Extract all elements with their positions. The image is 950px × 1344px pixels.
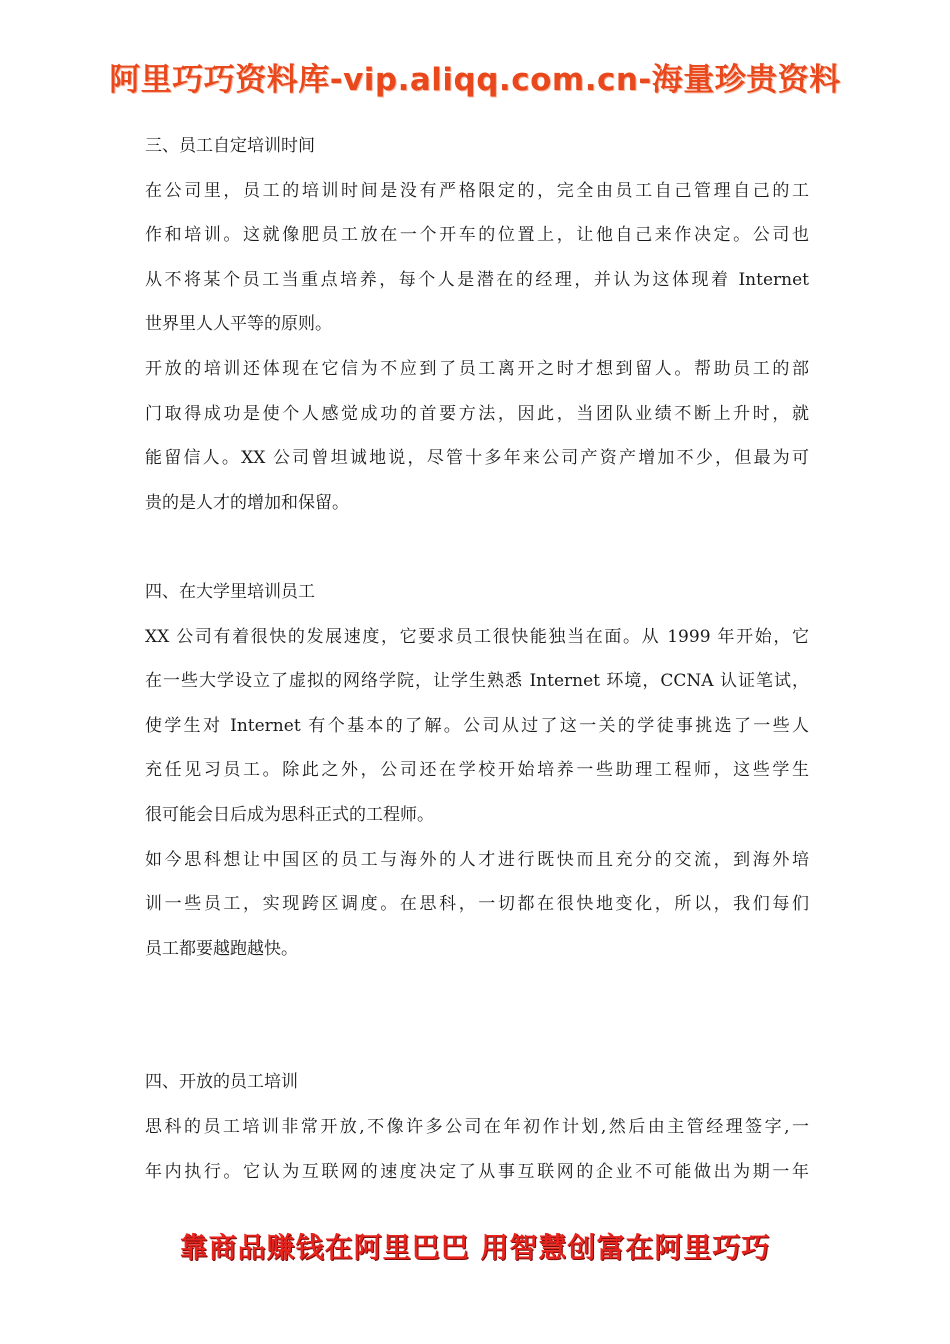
paragraph-line: 思科的员工培训非常开放,不像许多公司在年初作计划,然后由主管经理签字,一 — [145, 1117, 809, 1138]
paragraph-line: 充任见习员工。除此之外，公司还在学校开始培养一些助理工程师，这些学生 — [145, 760, 809, 781]
footer-banner: 靠商品赚钱在阿里巴巴 用智慧创富在阿里巧巧 — [179, 1231, 771, 1264]
section-heading-3: 三、员工自定培训时间 — [145, 136, 315, 156]
paragraph-line: 训一些员工，实现跨区调度。在思科，一切都在很快地变化，所以，我们每们 — [145, 894, 809, 915]
paragraph-line: 能留信人。XX 公司曾坦诚地说，尽管十多年来公司产资产增加不少，但最为可 — [145, 448, 809, 469]
blank-line — [145, 971, 809, 1016]
paragraph-line: 从不将某个员工当重点培养，每个人是潜在的经理，并认为这体现着 Internet — [145, 269, 809, 290]
paragraph-line: 门取得成功是使个人感觉成功的首要方法，因此，当团队业绩不断上升时，就 — [145, 403, 809, 424]
paragraph-line: 使学生对 Internet 有个基本的了解。公司从过了这一关的学徒事挑选了一些人 — [145, 715, 809, 736]
paragraph-line: 作和培训。这就像肥员工放在一个开车的位置上，让他自己来作决定。公司也 — [145, 225, 809, 246]
paragraph-line: 开放的培训还体现在它信为不应到了员工离开之时才想到留人。帮助员工的部 — [145, 358, 809, 379]
blank-line — [145, 1016, 809, 1061]
header-banner: 阿里巧巧资料库-vip.aliqq.com.cn-海量珍贵资料 — [109, 62, 841, 98]
section-heading-4b: 四、开放的员工培训 — [145, 1072, 298, 1093]
paragraph-line: XX 公司有着很快的发展速度，它要求员工很快能独当在面。从 1999 年开始，它 — [145, 626, 809, 647]
paragraph-line: 年内执行。它认为互联网的速度决定了从事互联网的企业不可能做出为期一年 — [145, 1161, 809, 1182]
document-body — [145, 124, 809, 1194]
paragraph-line: 很可能会日后成为思科正式的工程师。 — [145, 804, 434, 825]
paragraph-line: 员工都要越跑越快。 — [145, 938, 298, 959]
paragraph-line: 在一些大学设立了虚拟的网络学院，让学生熟悉 Internet 环境，CCNA 认证笔试， — [145, 671, 809, 692]
paragraph-line: 贵的是人才的增加和保留。 — [145, 492, 349, 513]
paragraph-line: 在公司里，员工的培训时间是没有严格限定的，完全由员工自己管理自己的工 — [145, 180, 809, 201]
paragraph-line: 如今思科想让中国区的员工与海外的人才进行既快而且充分的交流，到海外培 — [145, 849, 809, 870]
paragraph-line: 世界里人人平等的原则。 — [145, 314, 332, 335]
section-heading-4a: 四、在大学里培训员工 — [145, 581, 315, 602]
blank-line — [145, 525, 809, 570]
